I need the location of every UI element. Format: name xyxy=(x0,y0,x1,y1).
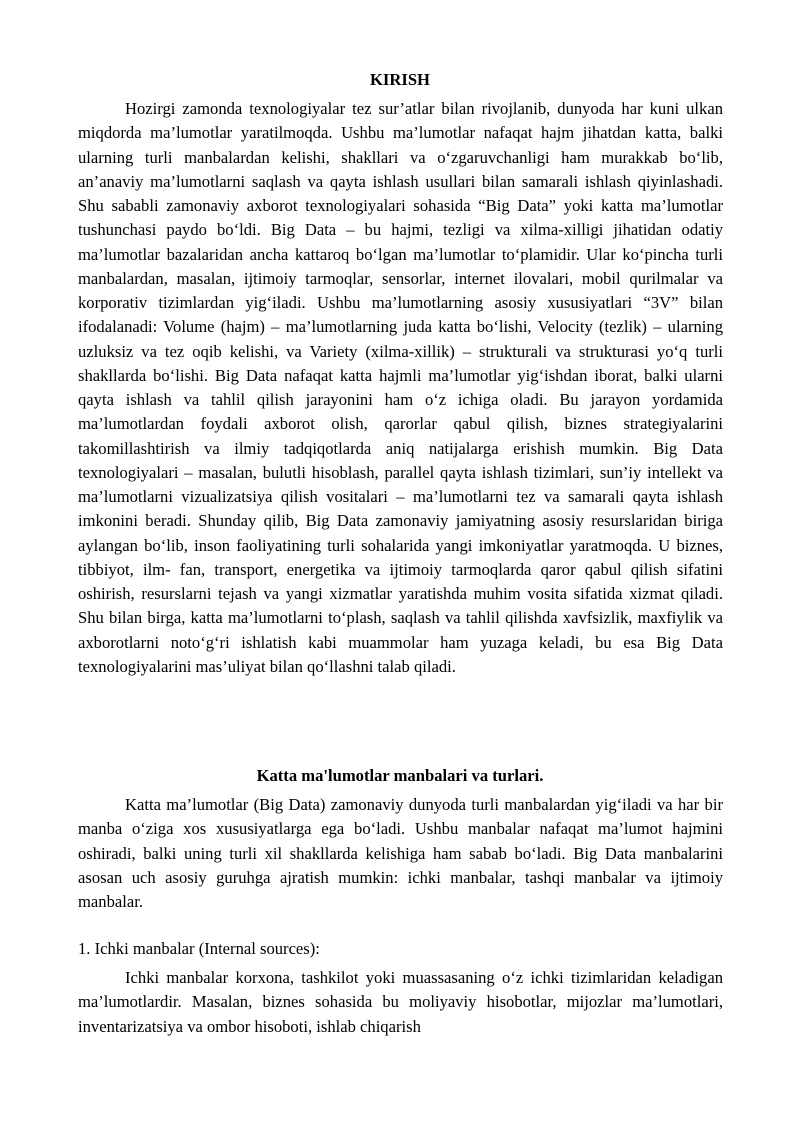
page-title: KIRISH xyxy=(370,70,430,89)
list-item-internal-sources: 1. Ichki manbalar (Internal sources): xyxy=(78,939,320,958)
section-heading: Katta ma'lumotlar manbalari va turlari. xyxy=(256,766,544,785)
internal-sources-paragraph: Ichki manbalar korxona, tashkilot yoki muassasaning o‘z ichki tizimlaridan keladigan ma’lumotlardir. Masalan, biznes sohasida bu moliyaviy hisobotlar, mijozlar ma’lumotlari, inventarizatsiya va ombor hisoboti, ishlab chiqarish xyxy=(78,968,723,1036)
section-paragraph: Katta ma’lumotlar (Big Data) zamonaviy dunyoda turli manbalardan yig‘iladi va har bir manba o‘ziga xos xususiyatlarga ega bo‘ladi. Ushbu manbalar nafaqat ma’lumot hajmini oshiradi, balki uning turli xil shakllarda kelishiga ham sabab bo‘ladi. Big Data manbalarini asosan uch asosiy guruhga ajratish mumkin: ichki manbalar, tashqi manbalar va ijtimoiy manbalar. xyxy=(78,795,723,911)
intro-paragraph: Hozirgi zamonda texnologiyalar tez sur’atlar bilan rivojlanib, dunyoda har kuni ulkan miqdorda ma’lumotlar yaratilmoqda. Ushbu ma’lumotlar nafaqat hajm jihatdan katta, balki ularning turli manbalardan kelishi, shakllari va o‘zgaruvchanligi ham murakkab bo‘lib, an’anaviy ma’lumotlarni saqlash va qayta ishlash usullari bilan samarali ishlash qiyinlashadi. Shu sababli zamonaviy axborot texnologiyalari sohasida “Big Data” yoki katta ma’lumotlar tushunchasi paydo bo‘ldi. Big Data – bu hajmi, tezligi va xilma-xilligi jihatidan odatiy ma’lumotlar bazalaridan ancha kattaroq bo‘lgan ma’lumotlar to‘plamidir. Ular ko‘pincha turli manbalardan, masalan, ijtimoiy tarmoqlar, sensorlar, internet ilovalari, mobil qurilmalar va korporativ tizimlardan yig‘iladi. Ushbu ma’lumotlarning asosiy xususiyatlari “3V” bilan ifodalanadi: Volume (hajm) – ma’lumotlarning juda katta bo‘lishi, Velocity (tezlik) – ularning uzluksiz va tez oqib kelishi, va Variety (xilma-xillik) – strukturali va strukturasi yo‘q turli shakllarda bo‘lishi. Big Data nafaqat katta hajmli ma’lumotlar yig‘ishdan iborat, balki ularni qayta ishlash va tahlil qilish jarayonini ham o‘z ichiga oladi. Bu jarayon yordamida ma’lumotlardan foydali axborot olish, qarorlar qabul qilish, biznes strategiyalarini takomillashtirish va ilmiy tadqiqotlarda aniq natijalarga erishish mumkin. Big Data texnologiyalari – masalan, bulutli hisoblash, parallel qayta ishlash tizimlari, sun’iy intellekt va ma’lumotlarni vizualizatsiya qilish vositalari – ma’lumotlarni tez va samarali qayta ishlash imkonini beradi. Shunday qilib, Big Data zamonaviy jamiyatning asosiy resurslaridan biriga aylangan bo‘lib, inson faoliyatining turli sohalarida yangi imkoniyatlar yaratmoqda. U biznes, tibbiyot, ilm- fan, transport, energetika va ijtimoiy tarmoqlarda qaror qabul qilish sifatini oshirish, resurslarni tejash va yangi xizmatlar yaratishda muhim vosita sifatida xizmat qiladi. Shu bilan birga, katta ma’lumotlarni to‘plash, saqlash va tahlil qilishda xavfsizlik, maxfiylik va axborotlarni noto‘g‘ri ishlatish kabi muammolar ham yuzaga keladi, bu esa Big Data texnologiyalarini mas’uliyat bilan qo‘llashni talab qiladi. xyxy=(78,99,723,676)
